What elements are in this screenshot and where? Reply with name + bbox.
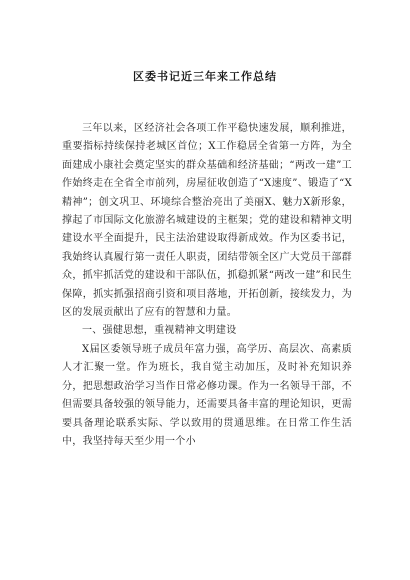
intro-paragraph: 三年以来，区经济社会各项工作平稳快速发展，顺利推进，重要指标持续保持老城区首位；X工作稳居全省第一方阵，为全面建成小康社会奠定坚实的群众基础和经济基础；“两改一建”工作始终走在全省全市前列，房屋征收创造了“X速度”、锻造了“X精神”；创文巩卫、环境综合整治亮出了美丽X、魅力X新形象，撑起了市国际文化旅游名城建设的主框架；党的建设和精神文明建设水平全面提升，民主法治建设取得新成效。作为区委书记，我始终认真履行第一责任人职责，团结带领全区广大党员干部群众，抓牢抓活党的建设和干部队伍，抓稳抓紧“两改一建”和民生保障，抓实抓强招商引资和项目落地，开拓创新，接续发力，为区的发展贡献出了应有的智慧和力量。 — [62, 123, 352, 319]
section-paragraph: X届区委领导班子成员年富力强，高学历、高层次、高素质人才汇聚一堂。作为班长，我自觉主动加压，及时补充知识养分，把思想政治学习当作日常必修功课。作为一名领导干部，不但需要具备较强的领导能力，还需要具备丰富的理论知识，更需要具备理论联系实际、学以致用的贯通思维。在日常工作生活中，我坚持每天至少用一个小 — [62, 343, 352, 447]
document-body — [62, 120, 352, 451]
section-heading: 一、强健思想，重视精神文明建设 — [82, 325, 237, 337]
document-title: 区委书记近三年来工作总结 — [133, 70, 277, 83]
